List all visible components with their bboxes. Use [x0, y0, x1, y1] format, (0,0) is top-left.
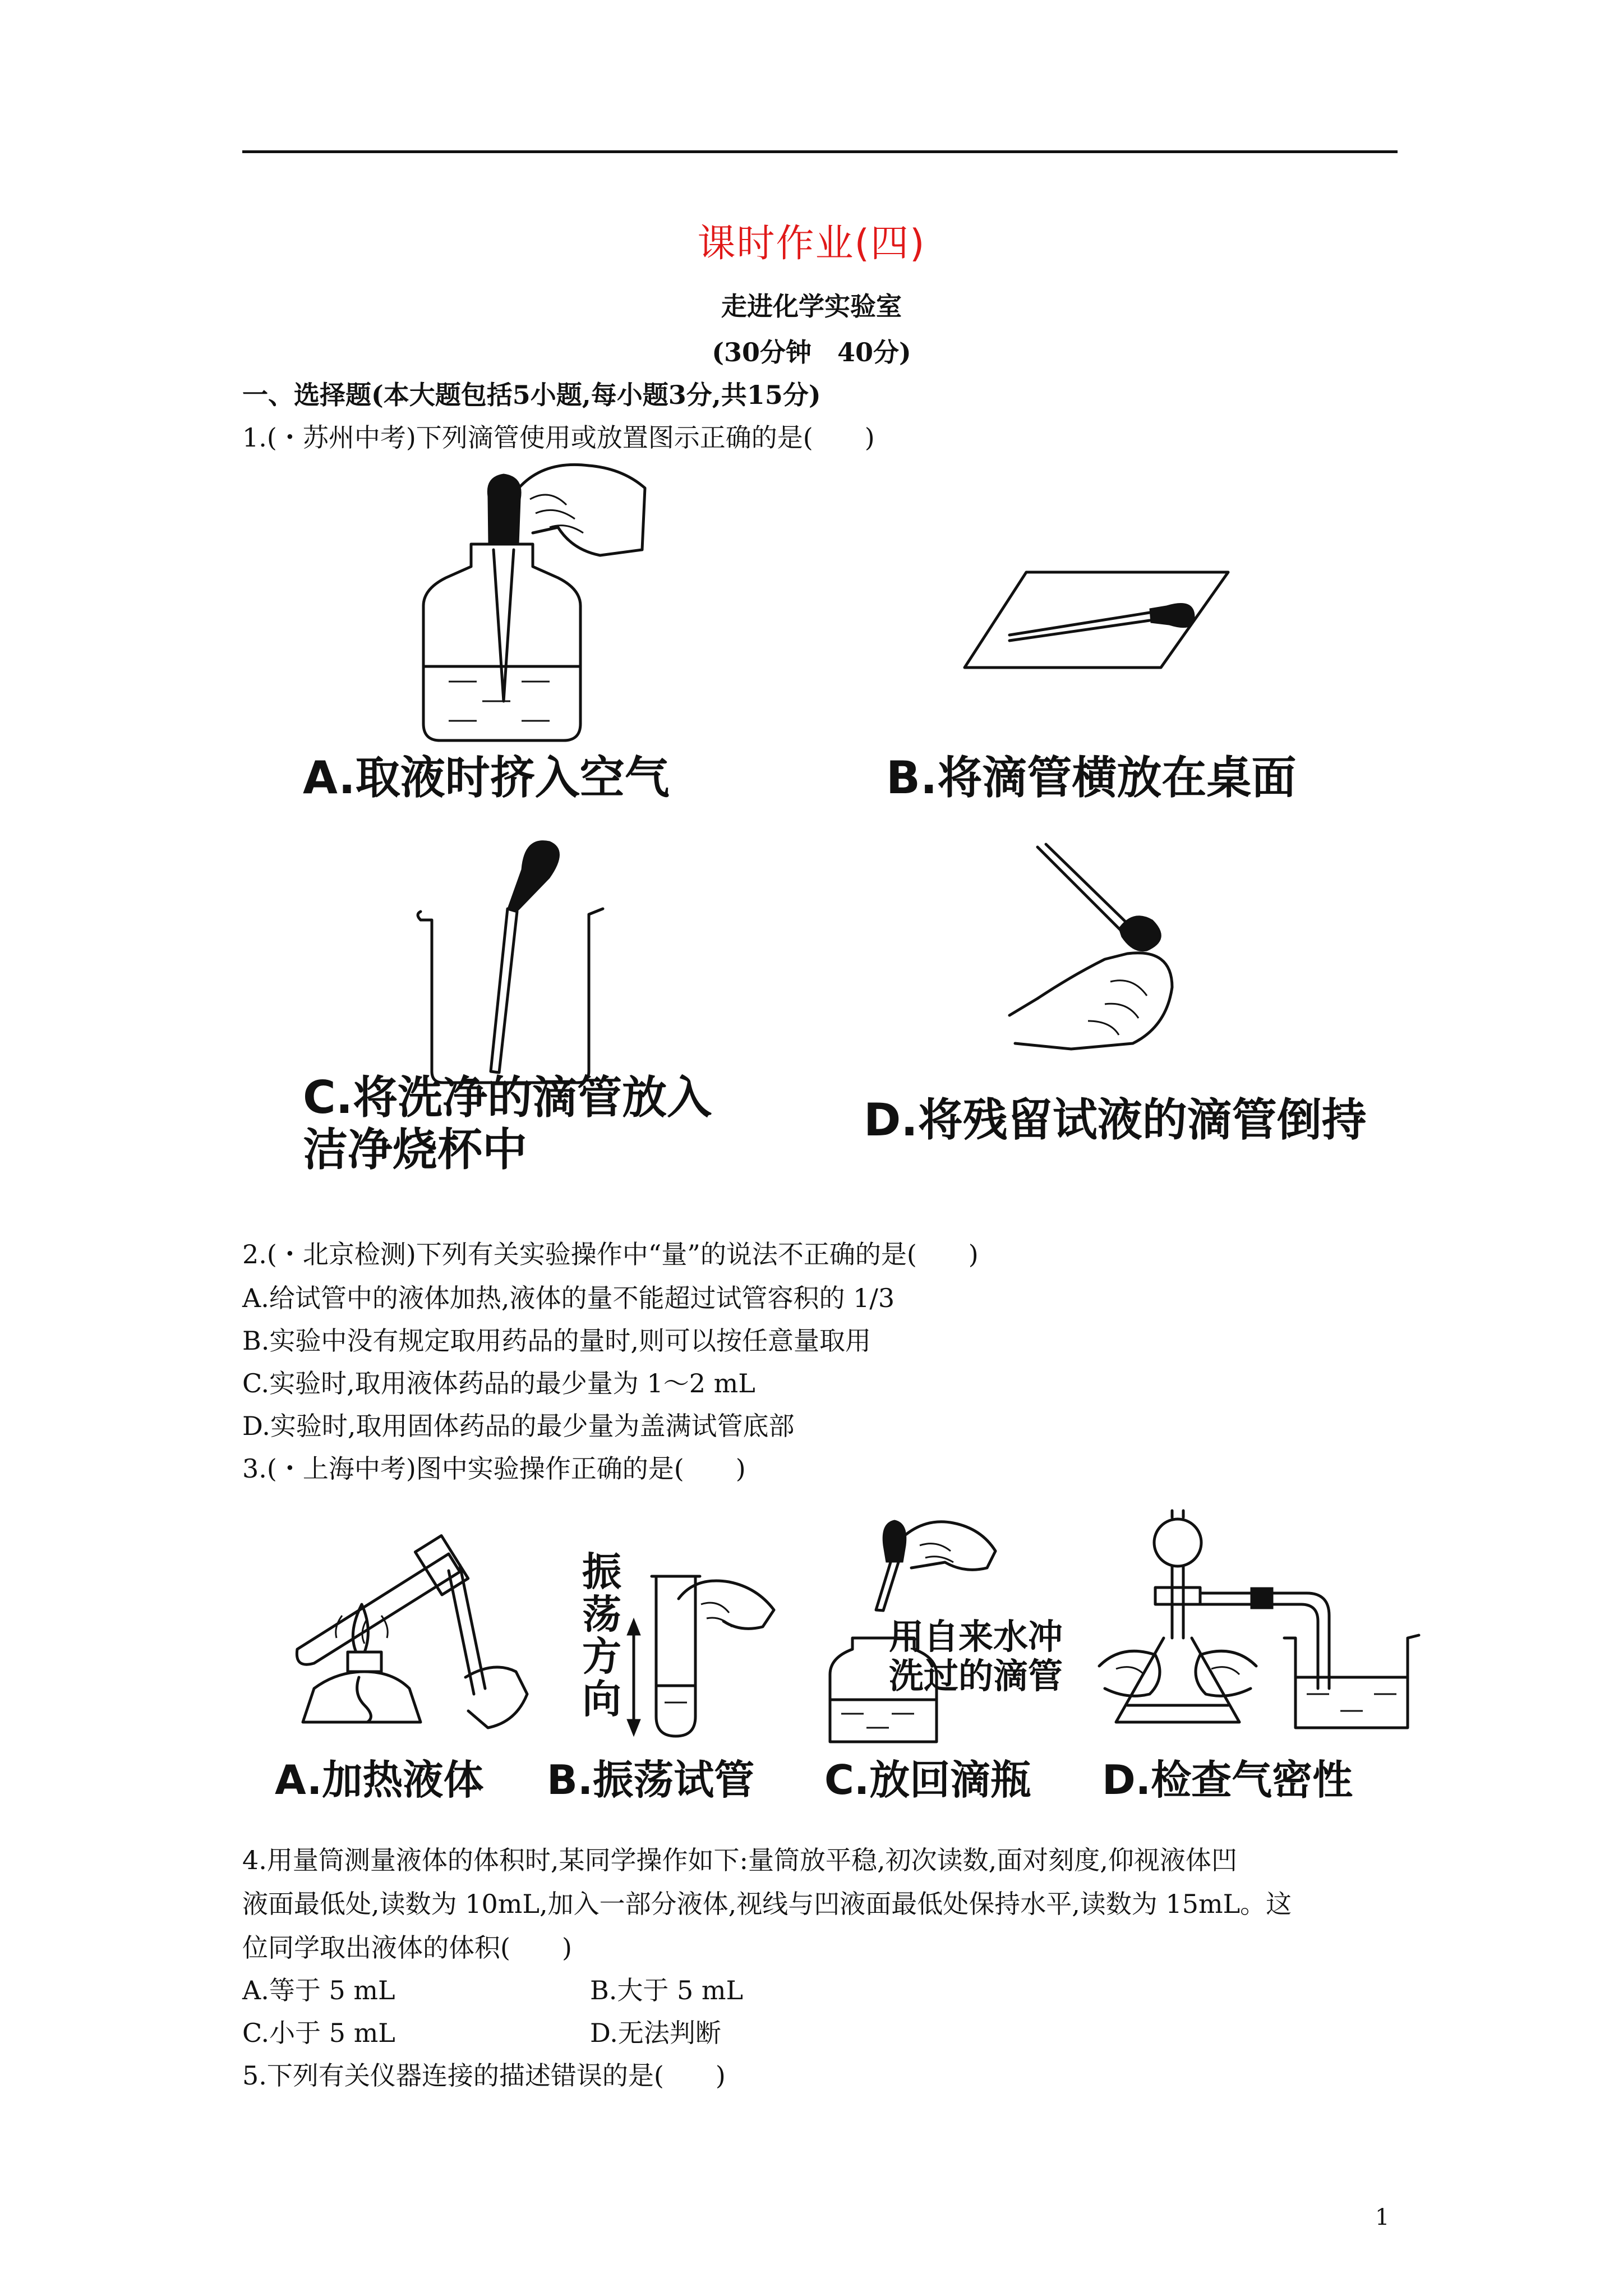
question-3-stem: 3.(・上海中考)图中实验操作正确的是( ) [242, 1453, 746, 1484]
q4-option-d: D.无法判断 [590, 2018, 721, 2048]
q1-caption-a: A.取液时挤入空气 [303, 752, 670, 804]
q2-option-d: D.实验时,取用固体药品的最少量为盖满试管底部 [242, 1411, 795, 1441]
page-subtitle: 走进化学实验室 [721, 291, 902, 321]
section-heading: 一、选择题(本大题包括5小题,每小题3分,共15分) [242, 380, 821, 410]
q3-figure-b [623, 1565, 791, 1745]
q1-caption-c-line2: 洁净烧杯中 [303, 1124, 527, 1176]
shake-label-char-4: 向 [582, 1676, 621, 1722]
q3-figure-d [1094, 1509, 1430, 1745]
q1-figure-c [415, 830, 617, 1088]
question-2-stem: 2.(・北京检测)下列有关实验操作中“量”的说法不正确的是( ) [242, 1239, 979, 1269]
shake-label-char-1: 振 [582, 1549, 621, 1595]
q1-caption-c-line1: C.将洗净的滴管放入 [303, 1071, 712, 1124]
q4-option-b: B.大于 5 mL [590, 1975, 744, 2005]
page-title: 课时作业(四) [697, 222, 926, 266]
q1-figure-b [965, 567, 1234, 679]
q3-rinse-label-line1: 用自来水冲 [889, 1616, 1063, 1657]
q2-option-c: C.实验时,取用液体药品的最少量为 1～2 mL [242, 1368, 755, 1398]
header-rule [242, 150, 1398, 153]
question-4-stem-line3: 位同学取出液体的体积( ) [242, 1932, 572, 1963]
q3-caption-b: B.振荡试管 [547, 1756, 755, 1803]
q3-shake-direction-label [582, 1551, 627, 1720]
q4-option-c: C.小于 5 mL [242, 2018, 395, 2048]
question-5-stem: 5.下列有关仪器连接的描述错误的是( ) [242, 2060, 726, 2091]
q3-caption-c: C.放回滴瓶 [824, 1756, 1031, 1803]
q4-option-a: A.等于 5 mL [242, 1975, 395, 2005]
q1-figure-d [1004, 841, 1189, 1055]
q1-figure-a [415, 466, 651, 757]
q3-caption-d: D.检查气密性 [1102, 1756, 1353, 1803]
shake-label-char-3: 方 [582, 1634, 621, 1680]
q3-figure-a [280, 1509, 544, 1745]
time-score: (30分钟 40分) [712, 337, 911, 367]
q2-option-b: B.实验中没有规定取用药品的量时,则可以按任意量取用 [242, 1326, 872, 1356]
question-4-stem-line2: 液面最低处,读数为 10mL,加入一部分液体,视线与凹液面最低处保持水平,读数为 15mL。这 [242, 1889, 1292, 1919]
page-number: 1 [1375, 2205, 1390, 2230]
question-4-stem-line1: 4.用量筒测量液体的体积时,某同学操作如下:量筒放平稳,初次读数,面对刻度,仰视液体凹 [242, 1845, 1237, 1875]
shake-label-char-2: 荡 [582, 1591, 621, 1637]
q1-caption-b: B.将滴管横放在桌面 [886, 752, 1297, 804]
question-1-stem: 1.(・苏州中考)下列滴管使用或放置图示正确的是( ) [242, 422, 875, 453]
q1-caption-d: D.将残留试液的滴管倒持 [864, 1094, 1367, 1146]
q3-caption-a: A.加热液体 [275, 1756, 484, 1803]
q2-option-a: A.给试管中的液体加热,液体的量不能超过试管容积的 1/3 [242, 1283, 895, 1313]
q3-rinse-label-line2: 洗过的滴管 [889, 1655, 1063, 1696]
